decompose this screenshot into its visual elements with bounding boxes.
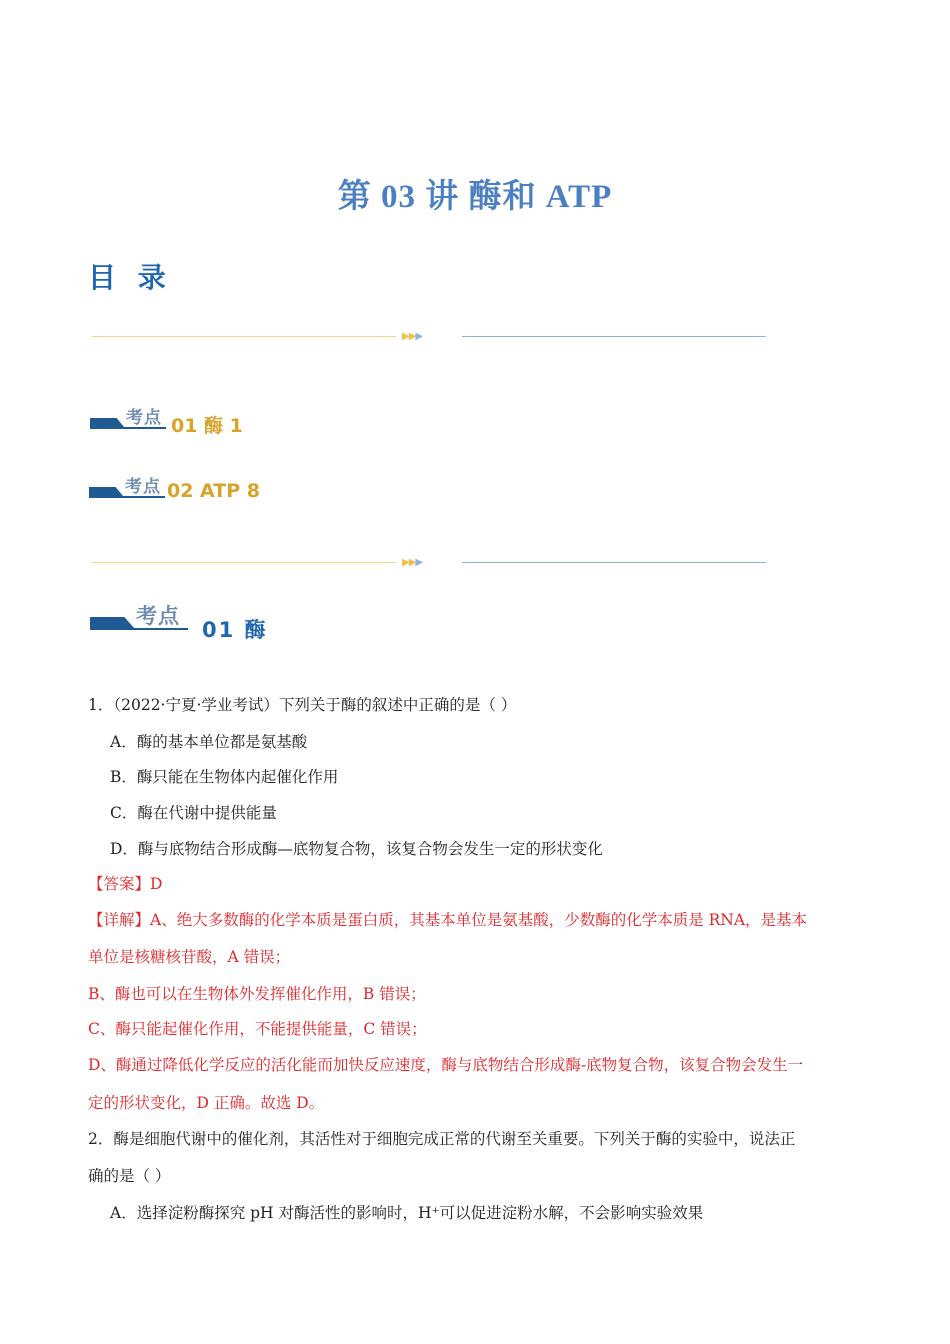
question-1-option-b: B．酶只能在生物体内起催化作用 bbox=[110, 768, 339, 786]
analysis-line: 【详解】A、绝大多数酶的化学本质是蛋白质，其基本单位是氨基酸，少数酶的化学本质是 RNA，是基本 bbox=[88, 911, 808, 929]
toc-item-2[interactable]: 02 ATP 8 bbox=[167, 480, 261, 502]
analysis-line: C、酶只能起催化作用，不能提供能量，C 错误； bbox=[88, 1020, 427, 1038]
page-title: 第 03 讲 酶和 ATP bbox=[337, 179, 613, 215]
question-1-option-a: A．酶的基本单位都是氨基酸 bbox=[110, 733, 308, 751]
question-1-option-c: C．酶在代谢中提供能量 bbox=[110, 804, 277, 822]
analysis-line: B、酶也可以在生物体外发挥催化作用，B 错误； bbox=[88, 985, 426, 1003]
section-badge: 考点 bbox=[90, 604, 190, 632]
divider-bottom bbox=[92, 557, 766, 569]
arrow-icon: ▶▶▶ bbox=[402, 557, 423, 568]
analysis-line: 单位是核糖核苷酸，A 错误； bbox=[88, 948, 291, 966]
toc-item-1[interactable]: 01 酶 1 bbox=[171, 415, 243, 437]
question-2-option-a: A．选择淀粉酶探究 pH 对酶活性的影响时，H⁺可以促进淀粉水解，不会影响实验效果 bbox=[110, 1204, 704, 1222]
analysis-line: D、酶通过降低化学反应的活化能而加快反应速度，酶与底物结合形成酶-底物复合物，该复合物会发生一 bbox=[88, 1056, 804, 1074]
arrow-icon: ▶▶▶ bbox=[402, 331, 423, 342]
toc-badge-1: 考点 bbox=[90, 406, 170, 430]
question-1-answer: 【答案】D bbox=[88, 875, 163, 893]
divider-top bbox=[92, 331, 766, 343]
question-1-stem: 1．（2022·宁夏·学业考试）下列关于酶的叙述中正确的是（ ） bbox=[88, 696, 517, 714]
question-2-stem: 确的是（ ） bbox=[88, 1167, 171, 1185]
analysis-line: 定的形状变化，D 正确。故选 D。 bbox=[88, 1094, 325, 1112]
question-2-stem: 2．酶是细胞代谢中的催化剂，其活性对于细胞完成正常的代谢至关重要。下列关于酶的实验中，说法正 bbox=[88, 1130, 796, 1148]
toc-badge-2: 考点 bbox=[89, 475, 169, 499]
toc-heading: 目 录 bbox=[88, 261, 172, 294]
section-title: 01 酶 bbox=[202, 618, 268, 642]
question-1-option-d: D．酶与底物结合形成酶—底物复合物，该复合物会发生一定的形状变化 bbox=[110, 840, 603, 858]
